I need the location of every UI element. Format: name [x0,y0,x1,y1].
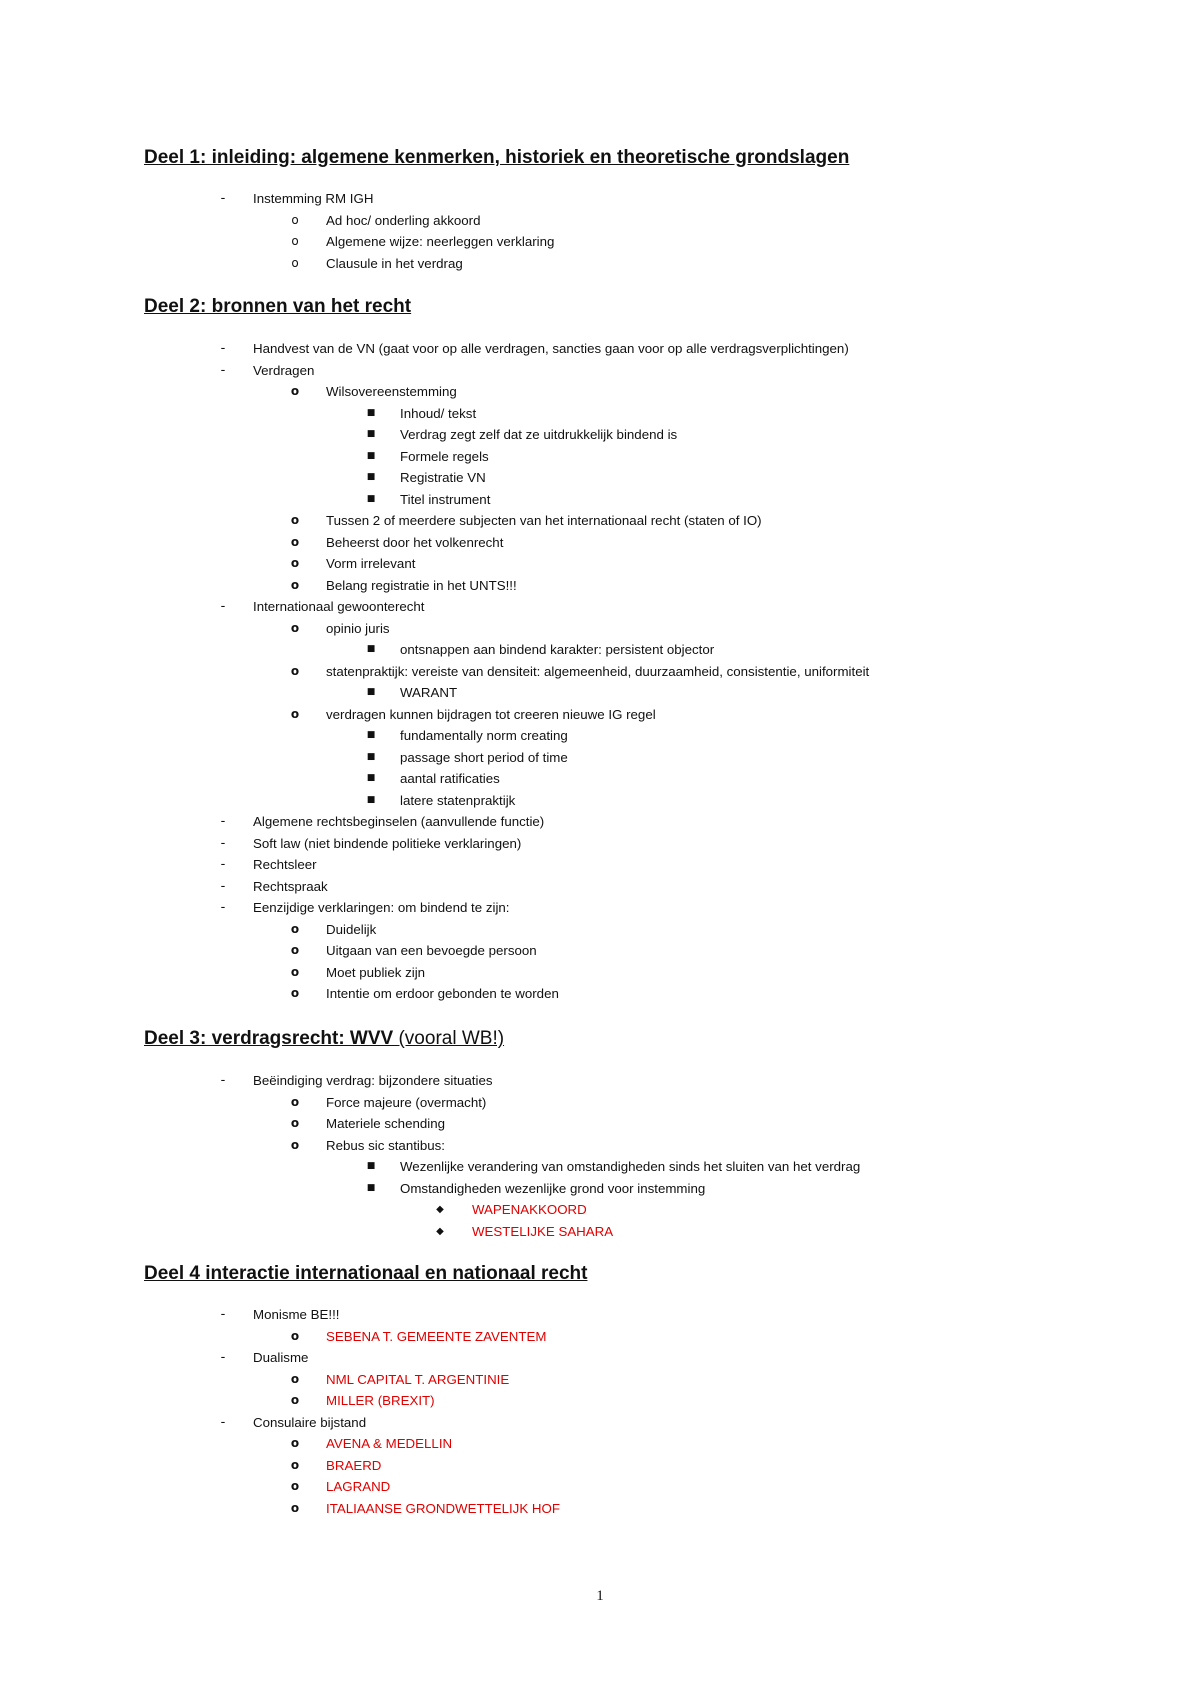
circle-bullet-icon: o [290,986,300,1000]
square-bullet-icon: ■ [366,730,376,740]
list-item: - Eenzijdige verklaringen: om bindend te zijn: [0,897,1200,919]
dash-bullet-icon: - [220,1307,226,1322]
square-bullet-icon: ■ [366,1161,376,1171]
circle-bullet-icon: o [290,620,300,635]
heading-text: Deel 4 interactie internationaal en nationaal recht [144,1263,588,1284]
section-list-deel-1 [0,188,1200,274]
square-bullet-icon: ■ [366,794,376,805]
square-bullet-icon: ■ [366,644,376,654]
list-item: - Rechtsleer [0,854,1200,876]
list-item: ■ Verdrag zegt zelf dat ze uitdrukkelijk bindend is [0,424,1200,446]
list-item: - Verdragen [0,360,1200,382]
list-item: o BRAERD [0,1455,1200,1477]
dash-bullet-icon: - [220,191,226,206]
circle-bullet-icon: o [291,255,299,270]
list-item: ■ latere statenpraktijk [0,790,1200,812]
list-item: - Handvest van de VN (gaat voor op alle verdragen, sancties gaan voor op alle verdragsverplichtingen) [0,338,1200,360]
circle-bullet-icon: o [290,1457,300,1472]
list-item: o Moet publiek zijn [0,962,1200,984]
square-bullet-icon: ■ [366,751,376,762]
section-heading-deel-3 [144,1028,504,1050]
list-item: - Dualisme [0,1347,1200,1369]
list-item: o Wilsovereenstemming [0,381,1200,403]
list-item: - Monisme BE!!! [0,1304,1200,1326]
list-item: o Vorm irrelevant [0,553,1200,575]
circle-bullet-icon: o [291,234,299,248]
heading-text: Deel 1: inleiding: algemene kenmerken, historiek en theoretische grondslagen [144,147,850,168]
dash-bullet-icon: - [220,835,226,851]
dash-bullet-icon: - [220,1073,226,1088]
list-item: o verdragen kunnen bijdragen tot creeren nieuwe IG regel [0,704,1200,726]
list-item: o Algemene wijze: neerleggen verklaring [0,231,1200,253]
circle-bullet-icon: o [290,577,300,592]
list-item: o Uitgaan van een bevoegde persoon [0,940,1200,962]
circle-bullet-icon: o [290,1137,300,1152]
circle-bullet-icon: o [290,921,300,936]
list-item: ◆ WESTELIJKE SAHARA [0,1221,1200,1243]
list-item: o Force majeure (overmacht) [0,1092,1200,1114]
dash-bullet-icon: - [220,1414,226,1430]
section-list-deel-2 [0,338,1200,1005]
heading-suffix: (vooral WB!) [398,1028,505,1049]
circle-bullet-icon: o [290,964,300,979]
section-heading-deel-2 [144,296,411,318]
circle-bullet-icon: o [290,1479,300,1493]
square-bullet-icon: ■ [366,493,376,504]
list-item: ■ Omstandigheden wezenlijke grond voor instemming [0,1178,1200,1200]
list-item: o NML CAPITAL T. ARGENTINIE [0,1369,1200,1391]
list-item: o SEBENA T. GEMEENTE ZAVENTEM [0,1326,1200,1348]
list-item: - Beëindiging verdrag: bijzondere situaties [0,1070,1200,1092]
square-bullet-icon: ■ [366,450,376,461]
list-item: - Algemene rechtsbeginselen (aanvullende functie) [0,811,1200,833]
list-item: o Materiele schending [0,1113,1200,1135]
square-bullet-icon: ■ [366,773,376,783]
list-item: o Belang registratie in het UNTS!!! [0,575,1200,597]
list-item: - Internationaal gewoonterecht [0,596,1200,618]
list-item: - Instemming RM IGH [0,188,1200,210]
list-item: ■ Registratie VN [0,467,1200,489]
dash-bullet-icon: - [220,857,226,872]
list-item: ■ Inhoud/ tekst [0,403,1200,425]
circle-bullet-icon: o [290,1393,300,1407]
list-item: o ITALIAANSE GRONDWETTELIJK HOF [0,1498,1200,1520]
circle-bullet-icon: o [290,1328,300,1343]
square-bullet-icon: ■ [366,429,376,439]
section-heading-deel-4 [144,1263,587,1285]
list-item: ■ ontsnappen aan bindend karakter: persistent objector [0,639,1200,661]
circle-bullet-icon: o [290,706,300,721]
square-bullet-icon: ■ [366,472,376,482]
list-item: o MILLER (BREXIT) [0,1390,1200,1412]
section-list-deel-4 [0,1304,1200,1519]
circle-bullet-icon: o [290,663,300,678]
list-item: o Ad hoc/ onderling akkoord [0,210,1200,232]
square-bullet-icon: ■ [366,687,376,697]
circle-bullet-icon: o [291,212,299,227]
list-item: ■ Wezenlijke verandering van omstandigheden sinds het sluiten van het verdrag [0,1156,1200,1178]
section-list-deel-3 [0,1070,1200,1242]
list-item: - Consulaire bijstand [0,1412,1200,1434]
list-item: o Tussen 2 of meerdere subjecten van het internationaal recht (staten of IO) [0,510,1200,532]
dash-bullet-icon: - [220,599,226,614]
circle-bullet-icon: o [290,1094,300,1109]
circle-bullet-icon: o [290,1436,300,1450]
list-item: o Clausule in het verdrag [0,253,1200,275]
list-item: - Rechtspraak [0,876,1200,898]
list-item: o Intentie om erdoor gebonden te worden [0,983,1200,1005]
list-item: ■ WARANT [0,682,1200,704]
list-item: ■ Formele regels [0,446,1200,468]
list-item: o LAGRAND [0,1476,1200,1498]
dash-bullet-icon: - [220,878,226,894]
list-item: - Soft law (niet bindende politieke verklaringen) [0,833,1200,855]
heading-text: Deel 3: verdragsrecht: WVV [144,1028,399,1049]
circle-bullet-icon: o [290,556,300,570]
list-item: ■ passage short period of time [0,747,1200,769]
heading-text: Deel 2: bronnen van het recht [144,296,412,317]
circle-bullet-icon: o [290,1116,300,1130]
circle-bullet-icon: o [290,1500,300,1515]
dash-bullet-icon: - [220,814,226,829]
list-item: ■ aantal ratificaties [0,768,1200,790]
list-item: ◆ WAPENAKKOORD [0,1199,1200,1221]
circle-bullet-icon: o [290,943,300,957]
dash-bullet-icon: - [220,362,226,378]
list-item: o Duidelijk [0,919,1200,941]
circle-bullet-icon: o [290,384,300,398]
circle-bullet-icon: o [290,513,300,527]
list-item: o Rebus sic stantibus: [0,1135,1200,1157]
circle-bullet-icon: o [290,1371,300,1386]
list-item: o AVENA & MEDELLIN [0,1433,1200,1455]
list-item: o Beheerst door het volkenrecht [0,532,1200,554]
dash-bullet-icon: - [220,900,226,915]
square-bullet-icon: ■ [366,407,376,418]
circle-bullet-icon: o [290,534,300,549]
diamond-bullet-icon: ◆ [436,1225,444,1237]
dash-bullet-icon: - [220,1350,226,1365]
list-item: ■ Titel instrument [0,489,1200,511]
list-item: o statenpraktijk: vereiste van densiteit: algemeenheid, duurzaamheid, consistentie, uniformiteit [0,661,1200,683]
square-bullet-icon: ■ [366,1182,376,1193]
list-item: o opinio juris [0,618,1200,640]
diamond-bullet-icon: ◆ [436,1204,444,1215]
section-heading-deel-1 [144,147,849,169]
page-number: 1 [596,1588,604,1604]
list-item: ■ fundamentally norm creating [0,725,1200,747]
dash-bullet-icon: - [220,341,226,356]
